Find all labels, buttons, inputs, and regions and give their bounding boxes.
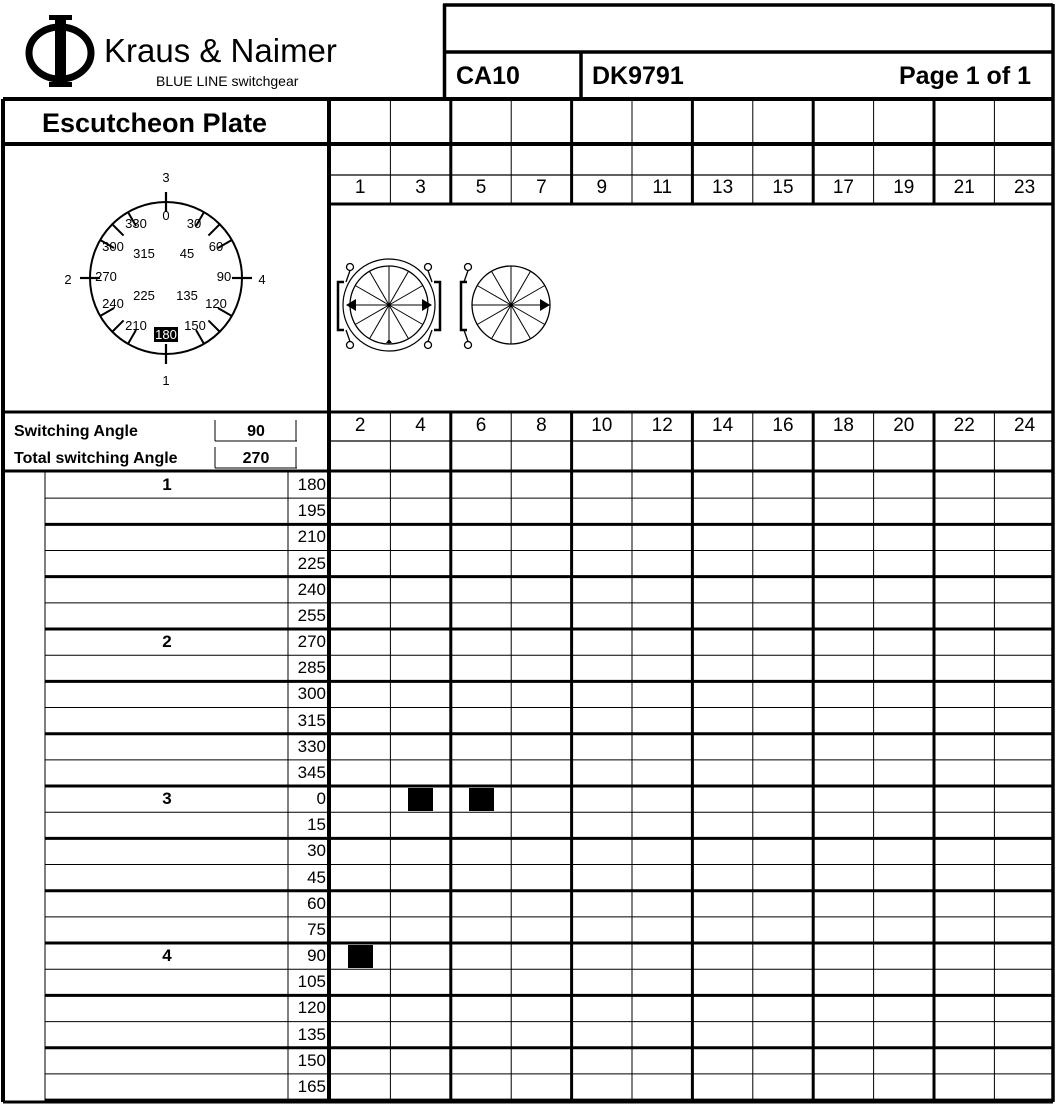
position-row xyxy=(0,865,1057,891)
position-angle: 15 xyxy=(307,815,326,835)
brand-name: Kraus & Naimer xyxy=(104,32,337,69)
total-switching-angle-value: 270 xyxy=(242,450,270,467)
terminal-number: 20 xyxy=(893,415,915,436)
terminal-number: 6 xyxy=(475,415,487,436)
dial-position-number: 3 xyxy=(162,170,170,185)
terminal-number: 17 xyxy=(832,177,854,198)
position-number: 1 xyxy=(162,475,172,494)
position-row xyxy=(0,838,1057,864)
dial-tick xyxy=(112,224,123,235)
position-angle: 90 xyxy=(307,946,326,966)
terminal-number: 5 xyxy=(475,177,487,198)
terminal-number: 22 xyxy=(953,415,975,436)
position-row xyxy=(0,551,1057,577)
terminal-number: 8 xyxy=(536,415,547,436)
position-row xyxy=(0,577,1057,603)
switching-angle-value: 90 xyxy=(247,423,265,440)
terminal-number: 14 xyxy=(712,415,734,436)
position-row xyxy=(0,734,1057,760)
dial-angle-label: 240 xyxy=(102,296,124,311)
position-number: 2 xyxy=(162,632,172,652)
dial-angle-label: 225 xyxy=(133,288,155,303)
position-number: 3 xyxy=(162,789,172,809)
dial-angle-label: 30 xyxy=(186,216,202,231)
page-title: Escutcheon Plate xyxy=(42,108,268,138)
terminal-number: 11 xyxy=(652,177,673,198)
position-angle: 345 xyxy=(297,762,326,782)
position-row xyxy=(0,917,1057,943)
diagram-code: DK9791 xyxy=(592,62,684,90)
position-row xyxy=(0,1048,1057,1074)
position-row xyxy=(0,524,1057,550)
position-row xyxy=(0,760,1057,786)
position-angle: 255 xyxy=(297,605,326,625)
position-angle: 300 xyxy=(297,684,326,704)
kraus-naimer-logo-icon xyxy=(22,12,102,90)
terminal-number: 21 xyxy=(953,177,975,198)
terminal-number: 16 xyxy=(772,415,794,436)
position-angle: 75 xyxy=(307,919,326,939)
position-angle: 165 xyxy=(297,1076,326,1096)
dial-angle-label: 270 xyxy=(95,269,117,284)
position-row xyxy=(0,969,1057,995)
position-angle: 330 xyxy=(297,736,326,756)
position-angle: 195 xyxy=(297,501,326,521)
position-row xyxy=(0,943,1057,969)
terminal-number: 19 xyxy=(893,177,915,198)
position-angle: 30 xyxy=(307,841,326,861)
terminal-number: 24 xyxy=(1014,415,1036,436)
terminal-number: 10 xyxy=(591,415,613,436)
position-row xyxy=(0,655,1057,681)
terminal-number: 9 xyxy=(596,177,608,198)
terminal-number: 1 xyxy=(354,177,366,198)
terminal-number: 15 xyxy=(772,177,794,198)
position-number: 4 xyxy=(162,946,172,966)
contact-closed-marker xyxy=(469,788,494,811)
terminal-number: 2 xyxy=(354,415,366,436)
position-row xyxy=(0,812,1057,838)
terminal-number: 18 xyxy=(832,415,854,436)
dial-tick xyxy=(208,320,219,331)
brand-tagline: BLUE LINE switchgear xyxy=(156,73,299,89)
contact-cam-1 xyxy=(338,259,440,351)
terminal-number: 23 xyxy=(1014,177,1036,198)
position-angle: 240 xyxy=(297,579,326,599)
position-angle: 0 xyxy=(316,789,326,809)
position-angle: 45 xyxy=(307,867,326,887)
dial-angle-label: 150 xyxy=(184,318,206,333)
model-code: CA10 xyxy=(456,62,520,90)
dial-angle-label: 135 xyxy=(176,288,198,303)
position-angle: 210 xyxy=(297,527,326,547)
dial-position-number: 1 xyxy=(162,373,170,388)
terminal-number: 7 xyxy=(536,177,547,198)
dial-angle-label-highlighted: 180 xyxy=(155,327,177,342)
position-angle: 135 xyxy=(297,1024,326,1044)
contact-cam-diagram xyxy=(330,255,570,360)
position-angle: 105 xyxy=(297,972,326,992)
dial-tick xyxy=(112,320,123,331)
dial-angle-label: 300 xyxy=(102,239,124,254)
position-row xyxy=(0,786,1057,812)
dial-angle-label: 120 xyxy=(205,296,227,311)
position-row xyxy=(0,603,1057,629)
switching-angle-label: Switching Angle xyxy=(14,423,138,440)
position-row xyxy=(0,1074,1057,1100)
position-row xyxy=(0,498,1057,524)
position-angle: 120 xyxy=(297,998,326,1018)
dial-position-number: 4 xyxy=(258,272,266,287)
position-angle: 150 xyxy=(297,1050,326,1070)
dial-angle-label: 90 xyxy=(216,269,232,284)
dial-angle-label: 0 xyxy=(162,208,170,223)
terminal-number: 3 xyxy=(415,177,426,198)
position-angle: 180 xyxy=(297,475,326,494)
position-angle: 225 xyxy=(297,553,326,573)
dial-angle-label: 330 xyxy=(125,216,147,231)
dial-angle-label: 315 xyxy=(133,246,155,261)
contact-cam-2 xyxy=(461,264,550,349)
dial-position-number: 2 xyxy=(64,272,72,287)
contact-closed-marker xyxy=(408,788,433,811)
position-row xyxy=(0,472,1057,498)
position-row xyxy=(0,891,1057,917)
escutcheon-dial xyxy=(40,160,290,400)
position-angle: 315 xyxy=(297,710,326,730)
position-row xyxy=(0,681,1057,707)
position-row xyxy=(0,995,1057,1021)
terminal-number: 4 xyxy=(415,415,426,436)
dial-angle-label: 210 xyxy=(125,318,147,333)
terminal-number: 12 xyxy=(651,415,673,436)
dial-tick xyxy=(208,224,219,235)
position-row xyxy=(0,1022,1057,1048)
position-angle: 270 xyxy=(297,632,326,652)
position-row xyxy=(0,629,1057,655)
dial-angle-label: 60 xyxy=(208,239,224,254)
position-angle: 60 xyxy=(307,893,326,913)
contact-closed-marker xyxy=(348,945,373,968)
position-row xyxy=(0,708,1057,734)
dial-angle-label: 45 xyxy=(179,246,195,261)
terminal-number: 13 xyxy=(712,177,734,198)
total-switching-angle-label: Total switching Angle xyxy=(14,450,178,467)
page-indicator: Page 1 of 1 xyxy=(899,62,1031,90)
position-angle: 285 xyxy=(297,658,326,678)
